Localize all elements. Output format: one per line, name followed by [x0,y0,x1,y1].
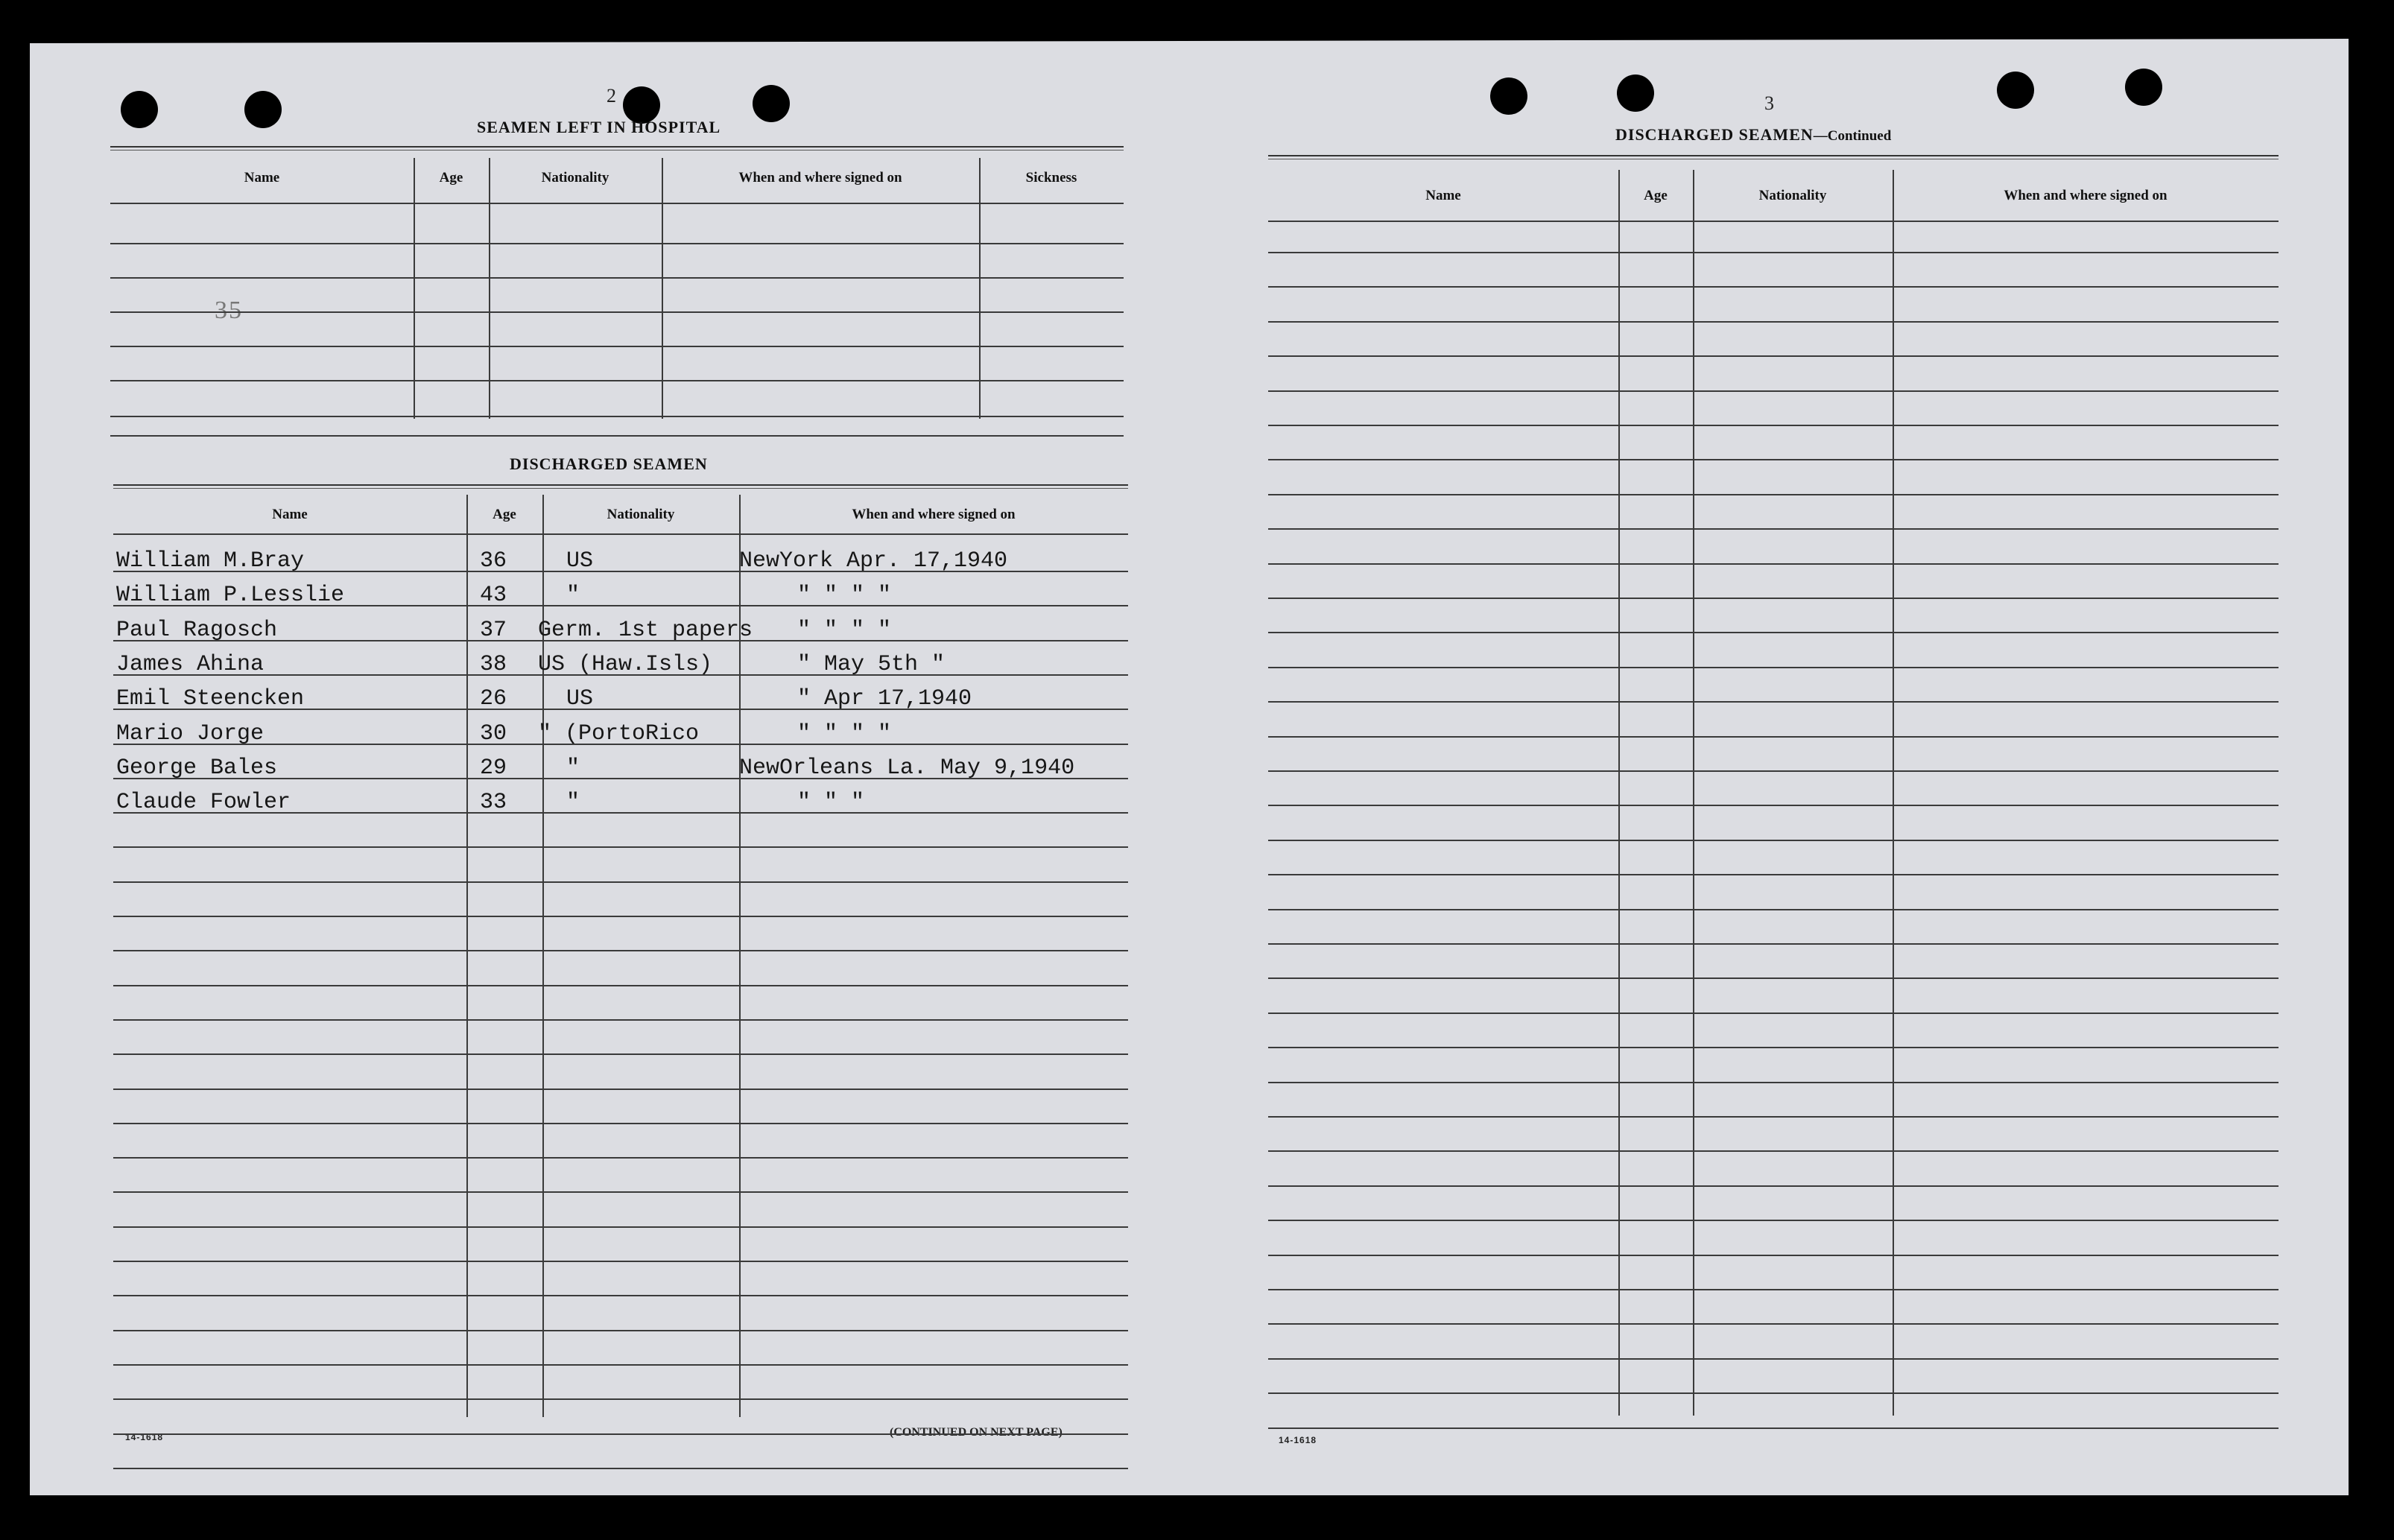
right-row-line [1268,632,2279,633]
right-row-line [1268,1185,2279,1187]
discharged-row-line [113,1398,1128,1400]
hospital-row-line [110,380,1124,381]
right-col-header: Nationality [1758,188,1827,203]
right-row-line [1268,1013,2279,1014]
hospital-col-header: When and where signed on [738,170,902,186]
right-row-line [1268,1323,2279,1325]
left-form-number: 14-1618 [125,1432,164,1442]
seaman-age: 36 [480,548,507,574]
discharged-row-line [113,1157,1128,1159]
discharged-row-line [113,1433,1128,1435]
seaman-nationality: " [566,790,580,815]
right-row-line [1268,355,2279,357]
seaman-name: George Bales [116,755,278,781]
right-page-number: 3 [1764,92,1774,114]
seaman-age: 29 [480,755,507,781]
discharged-row-line [113,846,1128,848]
right-row-line [1268,840,2279,841]
discharged-row-line [113,950,1128,951]
hospital-row-line [110,203,1124,204]
seaman-nationality: " [566,755,580,781]
right-header-rule [1268,221,2279,222]
right-row-line [1268,528,2279,530]
seaman-age: 30 [480,721,507,747]
right-row-line [1268,1427,2279,1429]
hospital-section-title: SEAMEN LEFT IN HOSPITAL [477,118,721,136]
right-row-line [1268,459,2279,460]
discharged-row-line [113,1191,1128,1193]
right-row-line [1268,598,2279,599]
right-row-line [1268,425,2279,426]
right-row-line [1268,390,2279,392]
hospital-col-header: Name [244,170,280,186]
right-row-line [1268,1289,2279,1290]
discharged-col-header: Name [272,507,308,522]
seaman-name: William M.Bray [116,548,305,574]
discharged-row-line [113,1261,1128,1262]
right-row-line [1268,286,2279,288]
discharged-row-line [113,1226,1128,1228]
right-row-line [1268,701,2279,703]
right-row-line [1268,563,2279,565]
seaman-name: Emil Steencken [116,686,305,712]
hospital-table-top-rule [110,146,1124,150]
seaman-signed-on: " May 5th " [797,652,946,677]
discharged-col-header: When and where signed on [852,507,1016,522]
seaman-name: Mario Jorge [116,721,265,747]
seaman-signed-on: " " " " [797,618,892,643]
discharged-section-title: DISCHARGED SEAMEN [510,454,708,473]
right-section-title [1615,125,1891,145]
hospital-row-line [110,416,1124,417]
discharged-col-divider [466,495,468,1417]
right-row-line [1268,1255,2279,1256]
right-row-line [1268,1116,2279,1118]
seaman-signed-on: " Apr 17,1940 [797,686,972,712]
seaman-nationality: Germ. 1st papers [538,618,753,643]
discharged-row-line [113,1364,1128,1366]
right-row-line [1268,1082,2279,1083]
seaman-name: Claude Fowler [116,790,291,815]
right-title-text: DISCHARGED SEAMEN [1615,125,1814,144]
right-col-header: Name [1425,188,1461,203]
punch-hole [1490,77,1527,115]
discharged-row-line [113,916,1128,917]
punch-hole [244,91,282,128]
hospital-col-header: Age [439,170,463,186]
discharged-row-line [113,1019,1128,1021]
punch-hole [1617,75,1654,112]
discharged-row-line [113,1295,1128,1296]
seaman-nationality: " [566,583,580,608]
right-row-line [1268,1392,2279,1394]
right-table-top-rule [1268,155,2279,159]
discharged-row-line [113,881,1128,883]
right-row-line [1268,494,2279,495]
discharged-col-header: Age [493,507,516,522]
right-row-line [1268,736,2279,738]
right-row-line [1268,943,2279,945]
hospital-col-header: Nationality [541,170,609,186]
right-row-line [1268,909,2279,910]
seaman-age: 38 [480,652,507,677]
right-row-line [1268,1220,2279,1221]
seaman-name: William P.Lesslie [116,583,345,608]
seaman-signed-on: NewOrleans La. May 9,1940 [739,755,1075,781]
seaman-name: James Ahina [116,652,265,677]
seaman-nationality: US [566,548,594,574]
faint-stamp: 35 [215,297,243,324]
right-row-line [1268,977,2279,979]
discharged-row-line [113,1330,1128,1331]
seaman-signed-on: " " " " [797,721,892,747]
right-row-line [1268,1150,2279,1152]
right-col-header: When and where signed on [2004,188,2167,203]
right-row-line [1268,252,2279,253]
right-form-number: 14-1618 [1279,1435,1317,1445]
right-row-line [1268,321,2279,323]
seaman-nationality: US (Haw.Isls) [538,652,713,677]
right-title-suffix: —Continued [1813,128,1892,144]
hospital-row-line [110,311,1124,313]
punch-hole [2125,69,2162,106]
hospital-row-line [110,277,1124,279]
right-col-header: Age [1644,188,1668,203]
seaman-age: 26 [480,686,507,712]
document-sheet [30,39,2349,1495]
right-row-line [1268,805,2279,806]
discharged-col-header: Nationality [607,507,675,522]
discharged-row-line [113,1468,1128,1469]
left-page-number: 2 [607,85,616,107]
discharged-row-line [113,1123,1128,1124]
hospital-row-line [110,243,1124,244]
seaman-age: 33 [480,790,507,815]
continued-note: (CONTINUED ON NEXT PAGE) [890,1426,1063,1439]
hospital-table-bottom-rule [110,435,1124,437]
right-row-line [1268,1047,2279,1048]
seaman-age: 37 [480,618,507,643]
hospital-row-line [110,346,1124,347]
discharged-table-top-rule [113,484,1128,489]
right-row-line [1268,770,2279,772]
right-row-line [1268,667,2279,668]
seaman-name: Paul Ragosch [116,618,278,643]
punch-hole [1997,72,2034,109]
seaman-nationality: US [566,686,594,712]
discharged-row-line [113,1053,1128,1055]
right-row-line [1268,874,2279,875]
seaman-signed-on: " " " [797,790,865,815]
seaman-age: 43 [480,583,507,608]
discharged-row-line [113,985,1128,986]
seaman-nationality: " (PortoRico [538,721,700,747]
discharged-header-rule [113,533,1128,535]
punch-hole [121,91,158,128]
right-row-line [1268,1358,2279,1360]
discharged-row-line [113,1089,1128,1090]
punch-hole [753,85,790,122]
seaman-signed-on: NewYork Apr. 17,1940 [739,548,1008,574]
seaman-signed-on: " " " " [797,583,892,608]
hospital-col-header: Sickness [1025,170,1077,186]
